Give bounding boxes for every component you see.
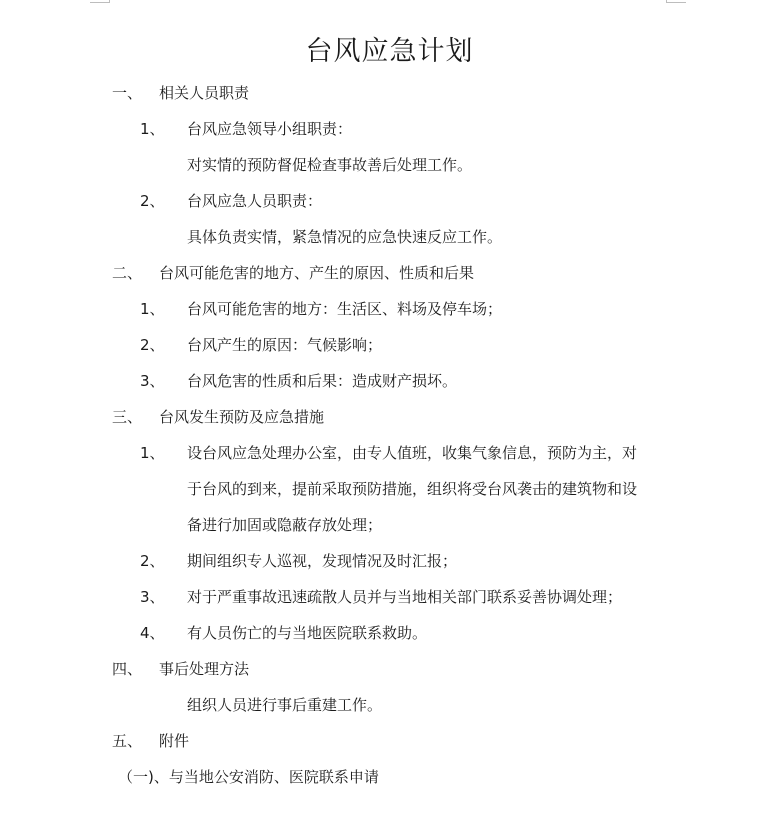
item-2-2-number: 2、 xyxy=(140,336,165,354)
section-2-number: 二、 xyxy=(112,264,143,282)
item-1-1-text: 台风应急领导小组职责： xyxy=(187,120,353,138)
item-2-3-number: 3、 xyxy=(140,372,165,390)
section-5-sub-item: （一)、与当地公安消防、医院联系申请 xyxy=(118,768,379,786)
item-2-1-text: 台风可能危害的地方：生活区、料场及停车场； xyxy=(187,300,503,318)
section-5-number: 五、 xyxy=(112,732,143,750)
item-1-2-number: 2、 xyxy=(140,192,165,210)
section-3-number: 三、 xyxy=(112,408,143,426)
section-2-heading: 台风可能危害的地方、产生的原因、性质和后果 xyxy=(159,264,475,282)
section-3-heading: 台风发生预防及应急措施 xyxy=(159,408,325,426)
page-corner-mark-right xyxy=(666,0,688,3)
item-3-1-line-3: 备进行加固或隐蔽存放处理； xyxy=(187,516,383,534)
item-3-4-text: 有人员伤亡的与当地医院联系救助。 xyxy=(187,624,428,642)
section-4-number: 四、 xyxy=(112,660,143,678)
section-4-detail: 组织人员进行事后重建工作。 xyxy=(187,696,383,714)
item-2-1-number: 1、 xyxy=(140,300,165,318)
page-corner-mark-left xyxy=(88,0,110,3)
item-3-3-text: 对于严重事故迅速疏散人员并与当地相关部门联系妥善协调处理； xyxy=(187,588,623,606)
item-1-1-detail: 对实情的预防督促检查事故善后处理工作。 xyxy=(187,156,473,174)
item-3-3-number: 3、 xyxy=(140,588,165,606)
section-4-heading: 事后处理方法 xyxy=(159,660,250,678)
item-3-2-text: 期间组织专人巡视，发现情况及时汇报； xyxy=(187,552,458,570)
item-3-4-number: 4、 xyxy=(140,624,165,642)
item-2-3-text: 台风危害的性质和后果：造成财产损坏。 xyxy=(187,372,458,390)
item-3-1-line-2: 于台风的到来，提前采取预防措施，组织将受台风袭击的建筑物和设 xyxy=(187,480,638,498)
item-1-1-number: 1、 xyxy=(140,120,165,138)
section-1-heading: 相关人员职责 xyxy=(159,84,250,102)
item-3-2-number: 2、 xyxy=(140,552,165,570)
section-1-number: 一、 xyxy=(112,84,143,102)
item-1-2-detail: 具体负责实情，紧急情况的应急快速反应工作。 xyxy=(187,228,503,246)
item-3-1-line-1: 设台风应急处理办公室，由专人值班，收集气象信息，预防为主，对 xyxy=(187,444,638,462)
item-3-1-number: 1、 xyxy=(140,444,165,462)
item-2-2-text: 台风产生的原因：气候影响； xyxy=(187,336,383,354)
item-1-2-text: 台风应急人员职责： xyxy=(187,192,323,210)
section-5-heading: 附件 xyxy=(159,732,190,750)
document-title: 台风应急计划 xyxy=(305,36,474,67)
